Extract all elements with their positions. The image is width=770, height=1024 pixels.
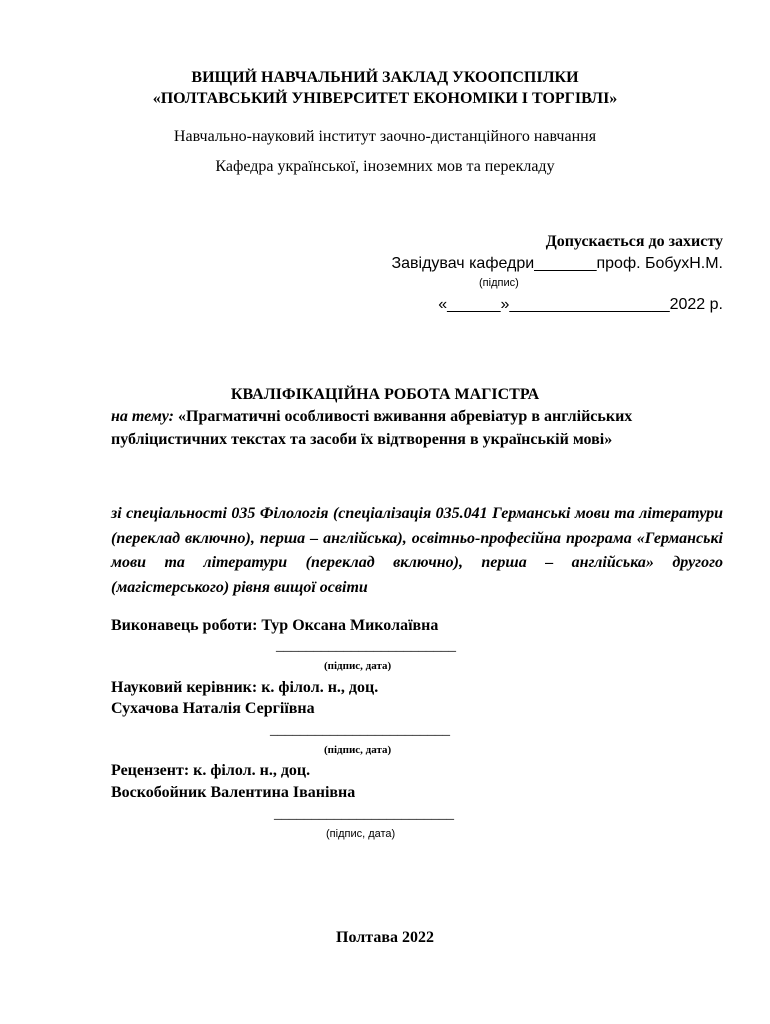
supervisor-line-1: Науковий керівник: к. філол. н., доц. bbox=[111, 679, 379, 696]
department-name: Кафедра української, іноземних мов та перекладу bbox=[215, 158, 555, 175]
performer-signature-line: ________________________ bbox=[276, 638, 456, 654]
topic-title-part-1: «Прагматичні особливості вживання абревіатур в англійських bbox=[174, 408, 633, 425]
reviewer-line-1: Рецензент: к. філол. н., доц. bbox=[111, 762, 311, 779]
reviewer-signature-line: ________________________ bbox=[274, 806, 454, 822]
signature-caption: (підпис) bbox=[479, 277, 519, 289]
city-year: Полтава 2022 bbox=[336, 929, 434, 946]
approval-date-line: «______»__________________2022 р. bbox=[438, 296, 723, 313]
institute-name: Навчально-науковий інститут заочно-дистанційного навчання bbox=[173, 128, 597, 145]
university-line-1: ВИЩИЙ НАВЧАЛЬНИЙ ЗАКЛАД УКООПСПІЛКИ bbox=[191, 69, 579, 86]
approval-title: Допускається до захисту bbox=[545, 233, 723, 250]
supervisor-line-2: Сухачова Наталія Сергіївна bbox=[111, 700, 315, 717]
supervisor-signature-line: ________________________ bbox=[270, 722, 450, 738]
performer-signature-caption: (підпис, дата) bbox=[324, 660, 392, 672]
work-type-title: КВАЛІФІКАЦІЙНА РОБОТА МАГІСТРА bbox=[230, 386, 540, 403]
topic-line-2: публіцистичних текстах та засоби їх відтворення в українській мові» bbox=[111, 431, 613, 448]
reviewer-line-2: Воскобойник Валентина Іванівна bbox=[111, 784, 356, 801]
topic-line-1 bbox=[111, 408, 632, 426]
performer-line: Виконавець роботи: Тур Оксана Миколаївна bbox=[111, 617, 439, 634]
supervisor-signature-caption: (підпис, дата) bbox=[324, 744, 392, 756]
head-of-department-line: Завідувач кафедри_______проф. БобухН.М. bbox=[391, 255, 723, 272]
reviewer-signature-caption: (підпис, дата) bbox=[326, 828, 396, 840]
university-line-2: «ПОЛТАВСЬКИЙ УНІВЕРСИТЕТ ЕКОНОМІКИ І ТОРГІВЛІ» bbox=[152, 90, 618, 107]
topic-prefix: на тему: bbox=[111, 408, 174, 425]
specialty-paragraph: зі спеціальності 035 Філологія (спеціалізація 035.041 Германські мови та літератури (переклад включно), перша – англійська), освітньо-професійна програма «Германські мови та літератури (переклад включно), перша – англійська» другого (магістерського) рівня вищої освіти bbox=[111, 505, 723, 596]
